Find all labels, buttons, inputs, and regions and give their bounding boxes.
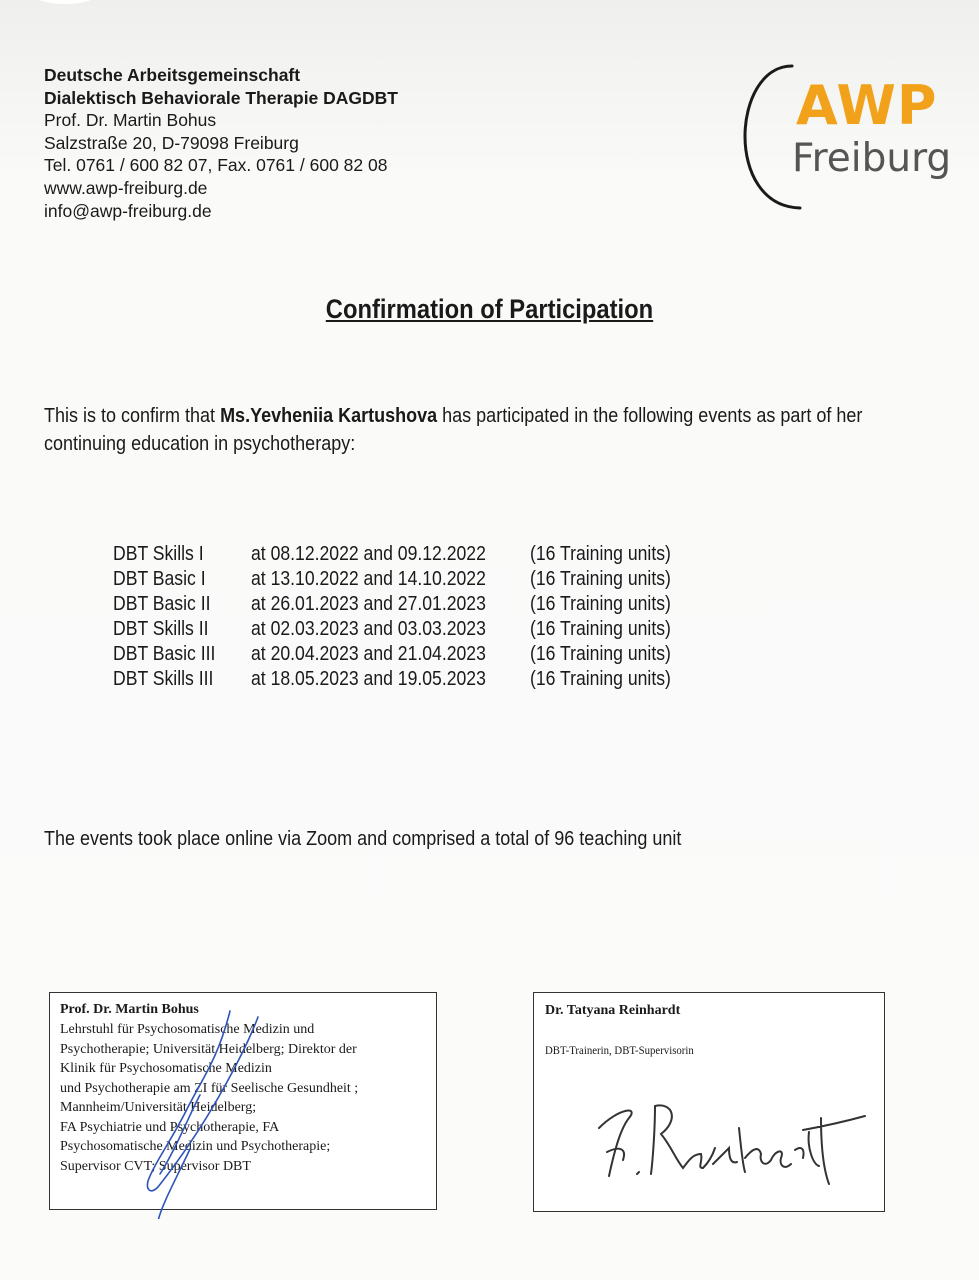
signature-box-right <box>533 992 885 1212</box>
credential-line: und Psychotherapie am ZI für Seelische Gesundheit ; <box>60 1080 359 1096</box>
sender-email: info@awp-freiburg.de <box>44 200 212 221</box>
credential-line: Psychosomatische Medizin und Psychotherapie; <box>60 1139 331 1154</box>
event-name: DBT Basic I <box>113 568 206 590</box>
event-name: DBT Basic II <box>113 593 211 615</box>
event-date: at 13.10.2022 and 14.10.2022 <box>251 568 486 590</box>
event-date: at 18.05.2023 and 19.05.2023 <box>251 668 486 690</box>
event-name: DBT Basic III <box>113 643 216 665</box>
event-units: (16 Training units) <box>530 568 671 590</box>
logo-city: Freiburg <box>792 136 952 181</box>
event-units: (16 Training units) <box>530 593 671 615</box>
event-name: DBT Skills III <box>113 668 214 690</box>
event-date: at 20.04.2023 and 21.04.2023 <box>251 643 486 665</box>
intro-before: This is to confirm that <box>44 405 216 427</box>
logo-brand: AWP <box>796 74 938 137</box>
intro-after: has participated in the following events as part of her <box>442 405 863 427</box>
page-title: Confirmation of Participation <box>325 294 654 324</box>
sender-person: Prof. Dr. Martin Bohus <box>44 110 217 131</box>
intro-line2: continuing education in psychotherapy: <box>44 433 356 455</box>
sender-phone: Tel. 0761 / 600 82 07, Fax. 0761 / 600 82 08 <box>44 155 388 176</box>
signer-left-name: Prof. Dr. Martin Bohus <box>60 1002 199 1017</box>
event-date: at 26.01.2023 and 27.01.2023 <box>251 593 486 615</box>
event-units: (16 Training units) <box>530 543 671 565</box>
awp-freiburg-logo <box>730 56 960 216</box>
credential-line: Mannheim/Universität Heidelberg; <box>60 1100 257 1115</box>
sender-block <box>44 64 398 222</box>
sender-address: Salzstraße 20, D-79098 Freiburg <box>44 132 299 153</box>
event-units: (16 Training units) <box>530 643 671 665</box>
credential-line: FA Psychiatrie und Psychotherapie, FA <box>60 1119 280 1135</box>
event-date: at 02.03.2023 and 03.03.2023 <box>251 618 486 640</box>
event-units: (16 Training units) <box>530 668 671 690</box>
signer-right-name: Dr. Tatyana Reinhardt <box>545 1003 681 1018</box>
credential-line: Psychotherapie; Universität Heidelberg; Direktor der <box>60 1041 357 1057</box>
credential-line: Lehrstuhl für Psychosomatische Medizin und <box>60 1022 315 1037</box>
signer-left-credentials <box>60 1020 358 1176</box>
sender-org-line2: Dialektisch Behaviorale Therapie DAGDBT <box>44 87 398 108</box>
sender-website: www.awp-freiburg.de <box>44 177 208 198</box>
event-units: (16 Training units) <box>530 618 671 640</box>
signature-right-icon <box>589 1088 889 1198</box>
credential-line: Supervisor CVT; Supervisor DBT <box>60 1158 251 1174</box>
intro-text <box>44 402 863 458</box>
event-name: DBT Skills I <box>113 543 204 565</box>
closing-text: The events took place online via Zoom and comprised a total of 96 teaching unit <box>44 828 682 850</box>
signature-box-left <box>49 992 437 1210</box>
participant-name: Ms.Yevheniia Kartushova <box>220 405 438 427</box>
credential-line: Klinik für Psychosomatische Medizin <box>60 1061 272 1076</box>
event-date: at 08.12.2022 and 09.12.2022 <box>251 543 486 565</box>
event-name: DBT Skills II <box>113 618 209 640</box>
sender-org-line1: Deutsche Arbeitsgemeinschaft <box>44 65 301 85</box>
top-highlight <box>30 0 100 4</box>
signer-right-role: DBT-Trainerin, DBT-Supervisorin <box>545 1043 694 1057</box>
